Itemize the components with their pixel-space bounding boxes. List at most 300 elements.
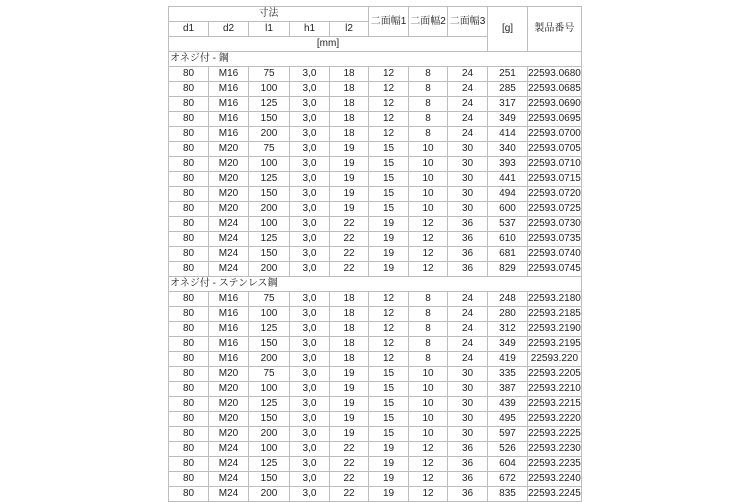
table-row bbox=[169, 172, 582, 187]
l2-cell: 18 bbox=[330, 352, 369, 367]
h1-cell: 3,0 bbox=[290, 172, 330, 187]
l2-cell: 19 bbox=[330, 412, 369, 427]
l1-cell: 200 bbox=[249, 487, 290, 502]
h1-cell: 3,0 bbox=[290, 157, 330, 172]
flats-3-cell: 24 bbox=[448, 292, 488, 307]
h1-cell: 3,0 bbox=[290, 292, 330, 307]
flats-1-cell: 15 bbox=[369, 367, 409, 382]
l2-cell: 22 bbox=[330, 442, 369, 457]
d2-cell: M16 bbox=[209, 112, 249, 127]
section-title: オネジ付 - ステンレス鋼 bbox=[169, 277, 582, 292]
h1-cell: 3,0 bbox=[290, 247, 330, 262]
part-number-cell: 22593.0710 bbox=[528, 157, 582, 172]
d2-cell: M20 bbox=[209, 427, 249, 442]
flats-2-cell: 10 bbox=[409, 142, 448, 157]
d2-cell: M24 bbox=[209, 472, 249, 487]
d1-cell: 80 bbox=[169, 247, 209, 262]
weight-cell: 610 bbox=[488, 232, 528, 247]
part-number-cell: 22593.2205 bbox=[528, 367, 582, 382]
flats-3-cell: 36 bbox=[448, 442, 488, 457]
flats-2-cell: 8 bbox=[409, 352, 448, 367]
h1-cell: 3,0 bbox=[290, 382, 330, 397]
d2-cell: M16 bbox=[209, 337, 249, 352]
part-number-cell: 22593.0685 bbox=[528, 82, 582, 97]
table-row bbox=[169, 217, 582, 232]
part-number-cell: 22593.0680 bbox=[528, 67, 582, 82]
weight-cell: 672 bbox=[488, 472, 528, 487]
flats-1-cell: 15 bbox=[369, 157, 409, 172]
flats-1-cell: 19 bbox=[369, 442, 409, 457]
flats-2-cell: 10 bbox=[409, 202, 448, 217]
h1-cell: 3,0 bbox=[290, 352, 330, 367]
l1-cell: 150 bbox=[249, 187, 290, 202]
flats-2-cell: 10 bbox=[409, 157, 448, 172]
part-number-cell: 22593.2225 bbox=[528, 427, 582, 442]
flats-1-cell: 12 bbox=[369, 352, 409, 367]
table-row bbox=[169, 337, 582, 352]
d1-cell: 80 bbox=[169, 472, 209, 487]
flats-1-cell: 12 bbox=[369, 112, 409, 127]
flats-3-cell: 30 bbox=[448, 172, 488, 187]
d1-cell: 80 bbox=[169, 232, 209, 247]
d2-cell: M16 bbox=[209, 97, 249, 112]
l2-cell: 22 bbox=[330, 262, 369, 277]
d2-cell: M16 bbox=[209, 307, 249, 322]
d2-cell: M20 bbox=[209, 202, 249, 217]
flats-3-cell: 24 bbox=[448, 82, 488, 97]
d2-cell: M20 bbox=[209, 397, 249, 412]
table-header bbox=[169, 7, 582, 52]
weight-cell: 349 bbox=[488, 112, 528, 127]
weight-cell: 317 bbox=[488, 97, 528, 112]
h1-cell: 3,0 bbox=[290, 187, 330, 202]
flats-3-cell: 30 bbox=[448, 187, 488, 202]
l2-cell: 22 bbox=[330, 487, 369, 502]
table-row bbox=[169, 112, 582, 127]
flats-3-cell: 30 bbox=[448, 367, 488, 382]
flats-3-cell: 24 bbox=[448, 112, 488, 127]
section-title: オネジ付 - 鋼 bbox=[169, 52, 582, 67]
l2-header: l2 bbox=[330, 22, 369, 37]
flats-2-cell: 10 bbox=[409, 397, 448, 412]
l1-cell: 150 bbox=[249, 112, 290, 127]
d2-cell: M24 bbox=[209, 442, 249, 457]
flats-1-cell: 15 bbox=[369, 142, 409, 157]
d2-cell: M16 bbox=[209, 127, 249, 142]
flats-3-cell: 30 bbox=[448, 382, 488, 397]
unit-label: [mm] bbox=[169, 37, 488, 52]
flats-2-cell: 10 bbox=[409, 367, 448, 382]
flats-1-cell: 19 bbox=[369, 487, 409, 502]
l1-cell: 150 bbox=[249, 247, 290, 262]
d2-cell: M24 bbox=[209, 262, 249, 277]
flats-2-cell: 8 bbox=[409, 322, 448, 337]
flats-3-cell: 24 bbox=[448, 337, 488, 352]
l1-cell: 200 bbox=[249, 262, 290, 277]
flats-1-cell: 12 bbox=[369, 292, 409, 307]
flats-1-cell: 19 bbox=[369, 217, 409, 232]
l2-cell: 18 bbox=[330, 307, 369, 322]
flats-2-cell: 8 bbox=[409, 97, 448, 112]
flats-3-cell: 24 bbox=[448, 307, 488, 322]
d2-cell: M20 bbox=[209, 187, 249, 202]
flats-2-cell: 8 bbox=[409, 112, 448, 127]
d2-cell: M20 bbox=[209, 382, 249, 397]
table-row bbox=[169, 412, 582, 427]
flats-3-cell: 24 bbox=[448, 97, 488, 112]
table-row bbox=[169, 202, 582, 217]
d1-cell: 80 bbox=[169, 412, 209, 427]
d2-cell: M20 bbox=[209, 172, 249, 187]
flats-2-cell: 12 bbox=[409, 247, 448, 262]
h1-cell: 3,0 bbox=[290, 427, 330, 442]
part-number-cell: 22593.0720 bbox=[528, 187, 582, 202]
flats-1-cell: 15 bbox=[369, 427, 409, 442]
h1-cell: 3,0 bbox=[290, 232, 330, 247]
weight-cell: 251 bbox=[488, 67, 528, 82]
d1-cell: 80 bbox=[169, 307, 209, 322]
h1-cell: 3,0 bbox=[290, 217, 330, 232]
flats-3-header: 二面幅3 bbox=[448, 7, 488, 37]
l1-cell: 75 bbox=[249, 142, 290, 157]
flats-1-cell: 12 bbox=[369, 67, 409, 82]
weight-cell: 280 bbox=[488, 307, 528, 322]
h1-cell: 3,0 bbox=[290, 442, 330, 457]
d2-cell: M20 bbox=[209, 142, 249, 157]
table-row bbox=[169, 142, 582, 157]
h1-cell: 3,0 bbox=[290, 412, 330, 427]
weight-cell: 835 bbox=[488, 487, 528, 502]
l1-cell: 200 bbox=[249, 352, 290, 367]
d1-cell: 80 bbox=[169, 262, 209, 277]
l1-cell: 100 bbox=[249, 82, 290, 97]
d1-cell: 80 bbox=[169, 97, 209, 112]
weight-cell: 495 bbox=[488, 412, 528, 427]
d2-header: d2 bbox=[209, 22, 249, 37]
l2-cell: 18 bbox=[330, 322, 369, 337]
l1-cell: 200 bbox=[249, 427, 290, 442]
l2-cell: 18 bbox=[330, 292, 369, 307]
h1-cell: 3,0 bbox=[290, 307, 330, 322]
weight-cell: 414 bbox=[488, 127, 528, 142]
l1-cell: 200 bbox=[249, 202, 290, 217]
weight-cell: 349 bbox=[488, 337, 528, 352]
weight-cell: 285 bbox=[488, 82, 528, 97]
l2-cell: 18 bbox=[330, 112, 369, 127]
l1-cell: 125 bbox=[249, 397, 290, 412]
d2-cell: M24 bbox=[209, 217, 249, 232]
table-row bbox=[169, 82, 582, 97]
flats-1-cell: 15 bbox=[369, 202, 409, 217]
l1-cell: 150 bbox=[249, 412, 290, 427]
flats-1-cell: 12 bbox=[369, 307, 409, 322]
weight-cell: 441 bbox=[488, 172, 528, 187]
part-number-cell: 22593.2240 bbox=[528, 472, 582, 487]
d1-cell: 80 bbox=[169, 382, 209, 397]
d1-cell: 80 bbox=[169, 427, 209, 442]
table-row bbox=[169, 397, 582, 412]
d1-cell: 80 bbox=[169, 112, 209, 127]
h1-cell: 3,0 bbox=[290, 112, 330, 127]
l2-cell: 22 bbox=[330, 457, 369, 472]
table-row bbox=[169, 67, 582, 82]
l1-cell: 125 bbox=[249, 97, 290, 112]
flats-1-cell: 15 bbox=[369, 382, 409, 397]
section-row bbox=[169, 52, 582, 67]
l2-cell: 22 bbox=[330, 247, 369, 262]
d2-cell: M16 bbox=[209, 322, 249, 337]
h1-header: h1 bbox=[290, 22, 330, 37]
d1-cell: 80 bbox=[169, 367, 209, 382]
weight-cell: 681 bbox=[488, 247, 528, 262]
flats-1-cell: 15 bbox=[369, 397, 409, 412]
part-number-cell: 22593.0695 bbox=[528, 112, 582, 127]
d2-cell: M20 bbox=[209, 367, 249, 382]
d1-cell: 80 bbox=[169, 202, 209, 217]
l2-cell: 18 bbox=[330, 97, 369, 112]
l1-cell: 100 bbox=[249, 157, 290, 172]
table-row bbox=[169, 427, 582, 442]
l1-cell: 100 bbox=[249, 307, 290, 322]
d2-cell: M16 bbox=[209, 67, 249, 82]
table-row bbox=[169, 352, 582, 367]
d1-cell: 80 bbox=[169, 157, 209, 172]
l2-cell: 19 bbox=[330, 427, 369, 442]
d1-cell: 80 bbox=[169, 82, 209, 97]
flats-1-cell: 12 bbox=[369, 127, 409, 142]
weight-cell: 393 bbox=[488, 157, 528, 172]
table-row bbox=[169, 442, 582, 457]
h1-cell: 3,0 bbox=[290, 97, 330, 112]
flats-1-cell: 12 bbox=[369, 97, 409, 112]
flats-2-cell: 12 bbox=[409, 472, 448, 487]
weight-cell: 387 bbox=[488, 382, 528, 397]
table-row bbox=[169, 232, 582, 247]
flats-2-cell: 12 bbox=[409, 262, 448, 277]
weight-cell: 340 bbox=[488, 142, 528, 157]
h1-cell: 3,0 bbox=[290, 202, 330, 217]
flats-2-cell: 8 bbox=[409, 82, 448, 97]
d1-cell: 80 bbox=[169, 217, 209, 232]
d1-cell: 80 bbox=[169, 127, 209, 142]
l2-cell: 19 bbox=[330, 142, 369, 157]
d2-cell: M16 bbox=[209, 352, 249, 367]
part-number-cell: 22593.0745 bbox=[528, 262, 582, 277]
flats-1-cell: 19 bbox=[369, 472, 409, 487]
l1-cell: 75 bbox=[249, 367, 290, 382]
flats-2-cell: 8 bbox=[409, 337, 448, 352]
flats-3-cell: 36 bbox=[448, 232, 488, 247]
flats-1-cell: 12 bbox=[369, 82, 409, 97]
weight-cell: 526 bbox=[488, 442, 528, 457]
flats-1-cell: 19 bbox=[369, 457, 409, 472]
l2-cell: 19 bbox=[330, 157, 369, 172]
flats-1-header: 二面幅1 bbox=[369, 7, 409, 37]
flats-2-cell: 10 bbox=[409, 172, 448, 187]
flats-2-cell: 8 bbox=[409, 67, 448, 82]
d1-cell: 80 bbox=[169, 487, 209, 502]
part-number-cell: 22593.2220 bbox=[528, 412, 582, 427]
flats-3-cell: 30 bbox=[448, 202, 488, 217]
h1-cell: 3,0 bbox=[290, 262, 330, 277]
d2-cell: M16 bbox=[209, 82, 249, 97]
flats-3-cell: 24 bbox=[448, 127, 488, 142]
weight-cell: 829 bbox=[488, 262, 528, 277]
l1-cell: 75 bbox=[249, 67, 290, 82]
weight-cell: 537 bbox=[488, 217, 528, 232]
h1-cell: 3,0 bbox=[290, 127, 330, 142]
weight-header: [g] bbox=[488, 7, 528, 52]
flats-2-cell: 12 bbox=[409, 487, 448, 502]
table-row bbox=[169, 157, 582, 172]
flats-3-cell: 36 bbox=[448, 247, 488, 262]
flats-2-cell: 10 bbox=[409, 427, 448, 442]
l1-header: l1 bbox=[249, 22, 290, 37]
flats-1-cell: 19 bbox=[369, 262, 409, 277]
flats-2-cell: 10 bbox=[409, 412, 448, 427]
part-number-cell: 22593.2180 bbox=[528, 292, 582, 307]
part-number-cell: 22593.2185 bbox=[528, 307, 582, 322]
flats-3-cell: 36 bbox=[448, 472, 488, 487]
h1-cell: 3,0 bbox=[290, 322, 330, 337]
flats-2-cell: 12 bbox=[409, 232, 448, 247]
flats-1-cell: 19 bbox=[369, 247, 409, 262]
flats-3-cell: 36 bbox=[448, 217, 488, 232]
flats-2-cell: 12 bbox=[409, 442, 448, 457]
weight-cell: 597 bbox=[488, 427, 528, 442]
flats-2-cell: 8 bbox=[409, 127, 448, 142]
flats-1-cell: 19 bbox=[369, 232, 409, 247]
flats-1-cell: 15 bbox=[369, 412, 409, 427]
d1-cell: 80 bbox=[169, 352, 209, 367]
table-row bbox=[169, 307, 582, 322]
spec-table bbox=[168, 6, 582, 502]
d1-cell: 80 bbox=[169, 397, 209, 412]
part-number-header: 製品番号 bbox=[528, 7, 582, 52]
d2-cell: M16 bbox=[209, 292, 249, 307]
table-row bbox=[169, 322, 582, 337]
part-number-cell: 22593.0715 bbox=[528, 172, 582, 187]
flats-2-cell: 8 bbox=[409, 292, 448, 307]
table-row bbox=[169, 247, 582, 262]
part-number-cell: 22593.0705 bbox=[528, 142, 582, 157]
part-number-cell: 22593.0725 bbox=[528, 202, 582, 217]
l1-cell: 125 bbox=[249, 322, 290, 337]
l1-cell: 125 bbox=[249, 232, 290, 247]
l2-cell: 18 bbox=[330, 82, 369, 97]
part-number-cell: 22593.2210 bbox=[528, 382, 582, 397]
h1-cell: 3,0 bbox=[290, 82, 330, 97]
part-number-cell: 22593.2245 bbox=[528, 487, 582, 502]
part-number-cell: 22593.0730 bbox=[528, 217, 582, 232]
l2-cell: 19 bbox=[330, 397, 369, 412]
h1-cell: 3,0 bbox=[290, 397, 330, 412]
d2-cell: M24 bbox=[209, 487, 249, 502]
part-number-cell: 22593.0690 bbox=[528, 97, 582, 112]
l2-cell: 22 bbox=[330, 472, 369, 487]
flats-1-cell: 15 bbox=[369, 187, 409, 202]
part-number-cell: 22593.0735 bbox=[528, 232, 582, 247]
flats-1-cell: 15 bbox=[369, 172, 409, 187]
d1-cell: 80 bbox=[169, 142, 209, 157]
l2-cell: 22 bbox=[330, 217, 369, 232]
flats-3-cell: 24 bbox=[448, 322, 488, 337]
table-row bbox=[169, 292, 582, 307]
flats-1-cell: 12 bbox=[369, 337, 409, 352]
flats-3-cell: 30 bbox=[448, 427, 488, 442]
table-row bbox=[169, 262, 582, 277]
flats-2-cell: 12 bbox=[409, 217, 448, 232]
d1-cell: 80 bbox=[169, 67, 209, 82]
table-row bbox=[169, 382, 582, 397]
d2-cell: M20 bbox=[209, 157, 249, 172]
part-number-cell: 22593.0700 bbox=[528, 127, 582, 142]
flats-3-cell: 30 bbox=[448, 142, 488, 157]
flats-3-cell: 36 bbox=[448, 487, 488, 502]
d2-cell: M24 bbox=[209, 232, 249, 247]
l1-cell: 125 bbox=[249, 172, 290, 187]
flats-3-cell: 24 bbox=[448, 67, 488, 82]
part-number-cell: 22593.2215 bbox=[528, 397, 582, 412]
flats-3-cell: 24 bbox=[448, 352, 488, 367]
part-number-cell: 22593.220 bbox=[528, 352, 582, 367]
flats-2-cell: 10 bbox=[409, 382, 448, 397]
weight-cell: 439 bbox=[488, 397, 528, 412]
flats-3-cell: 30 bbox=[448, 397, 488, 412]
d1-cell: 80 bbox=[169, 457, 209, 472]
l2-cell: 19 bbox=[330, 382, 369, 397]
l1-cell: 100 bbox=[249, 217, 290, 232]
h1-cell: 3,0 bbox=[290, 472, 330, 487]
table-row bbox=[169, 457, 582, 472]
table-row bbox=[169, 367, 582, 382]
l1-cell: 100 bbox=[249, 382, 290, 397]
h1-cell: 3,0 bbox=[290, 487, 330, 502]
weight-cell: 604 bbox=[488, 457, 528, 472]
d1-cell: 80 bbox=[169, 442, 209, 457]
h1-cell: 3,0 bbox=[290, 457, 330, 472]
h1-cell: 3,0 bbox=[290, 142, 330, 157]
weight-cell: 494 bbox=[488, 187, 528, 202]
d1-cell: 80 bbox=[169, 172, 209, 187]
l1-cell: 125 bbox=[249, 457, 290, 472]
l2-cell: 19 bbox=[330, 172, 369, 187]
flats-2-cell: 10 bbox=[409, 187, 448, 202]
l2-cell: 19 bbox=[330, 367, 369, 382]
l1-cell: 75 bbox=[249, 292, 290, 307]
h1-cell: 3,0 bbox=[290, 337, 330, 352]
flats-2-header: 二面幅2 bbox=[409, 7, 448, 37]
l1-cell: 150 bbox=[249, 472, 290, 487]
weight-cell: 248 bbox=[488, 292, 528, 307]
flats-3-cell: 30 bbox=[448, 157, 488, 172]
weight-cell: 600 bbox=[488, 202, 528, 217]
weight-cell: 312 bbox=[488, 322, 528, 337]
l1-cell: 100 bbox=[249, 442, 290, 457]
part-number-cell: 22593.2195 bbox=[528, 337, 582, 352]
d2-cell: M24 bbox=[209, 247, 249, 262]
d1-cell: 80 bbox=[169, 187, 209, 202]
l2-cell: 18 bbox=[330, 337, 369, 352]
d1-cell: 80 bbox=[169, 337, 209, 352]
l2-cell: 19 bbox=[330, 202, 369, 217]
flats-2-cell: 12 bbox=[409, 457, 448, 472]
l2-cell: 18 bbox=[330, 127, 369, 142]
part-number-cell: 22593.0740 bbox=[528, 247, 582, 262]
l2-cell: 19 bbox=[330, 187, 369, 202]
table-row bbox=[169, 187, 582, 202]
flats-3-cell: 36 bbox=[448, 457, 488, 472]
